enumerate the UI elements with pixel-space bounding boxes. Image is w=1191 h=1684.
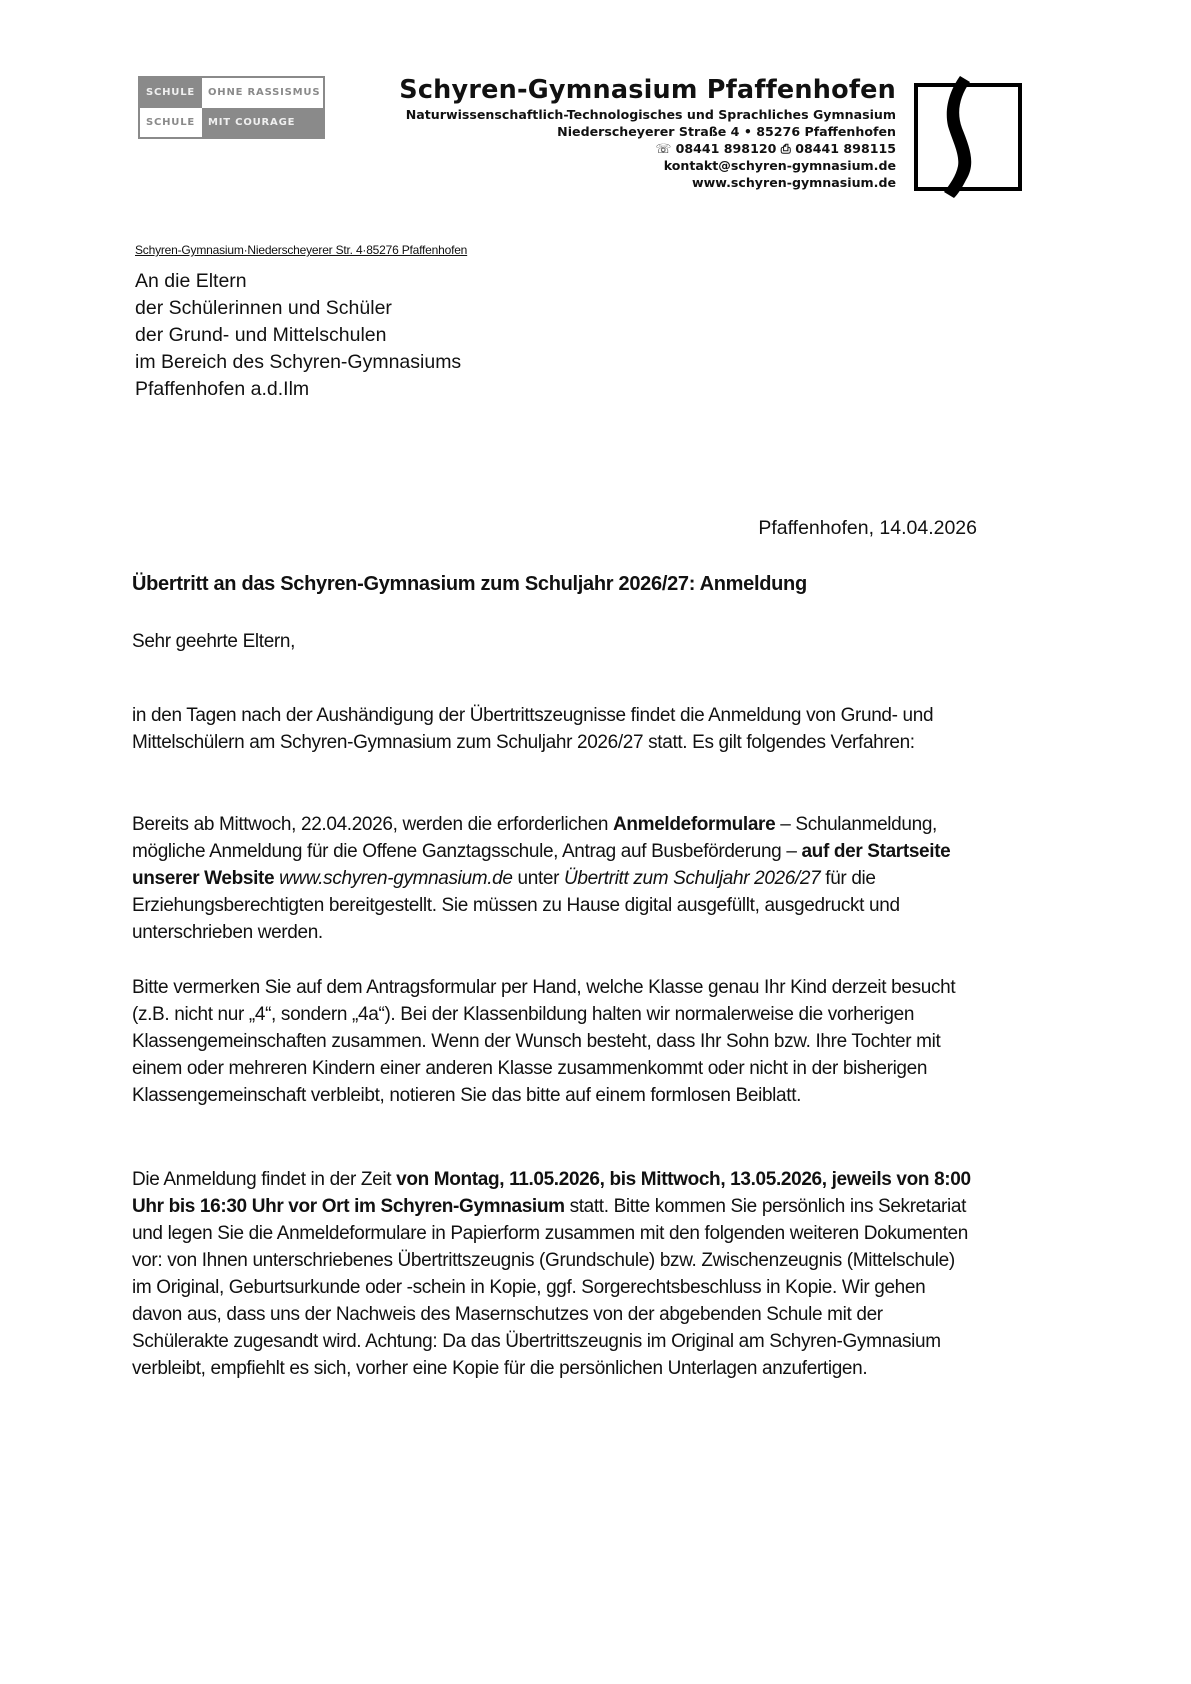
section-reference: Übertritt zum Schuljahr 2026/27 — [564, 868, 821, 889]
recipient-line: der Schülerinnen und Schüler — [135, 297, 392, 319]
recipient-line: An die Eltern — [135, 270, 247, 292]
fax-number: 08441 898115 — [795, 141, 896, 156]
letterhead — [399, 74, 896, 191]
text: Bereits ab Mittwoch, 22.04.2026, werden die erforderlichen — [132, 814, 614, 835]
logo-cell: SCHULE — [140, 78, 202, 108]
phone-icon: ☏ — [655, 141, 672, 156]
text: – Schulanmeldung, mögliche Anmeldung für die Offene Ganztagsschule, Antrag auf Busbeförderung – — [132, 814, 937, 862]
logo-cell: OHNE RASSISMUS — [202, 78, 323, 108]
text-bold: Anmeldeformulare — [613, 814, 776, 835]
salutation: Sehr geehrte Eltern, — [132, 631, 296, 652]
text-bold: auf der Startseite unserer Website — [132, 841, 951, 889]
logo-cell: SCHULE — [140, 108, 202, 138]
paragraph-intro: in den Tagen nach der Aushändigung der Übertrittszeugnisse findet die Anmeldung von Grund- und Mittelschülern am Schyren-Gymnasium zum Schuljahr 2026/27 statt. Es gilt folgendes Verfahren: — [132, 705, 934, 753]
phone-number: 08441 898120 — [675, 141, 777, 156]
text: statt. Bitte kommen Sie persönlich ins Sekretariat und legen Sie die Anmeldeformulare in Papierform zusammen mit den folgenden weiteren Dokumenten vor: von Ihnen unterschriebenes Übertrittszeugnis (Grundschule) bzw. Zwischenzeugnis (Mittelschule) im Original, Geburtsurkunde oder -schein in Kopie, ggf. Sorgerechtsbeschluss in Kopie. Wir gehen davon aus, dass uns der Nachweis des Masernschutzes von der abgebenden Schule mit der Schülerakte zugesandt wird. Achtung: Da das Übertrittszeugnis im Original am Schyren-Gymnasium verbleibt, empfiehlt es sich, vorher eine Kopie für die persönlichen Unterlagen anzufertigen. — [132, 1196, 968, 1379]
date-line: Pfaffenhofen, 14.04.2026 — [758, 517, 977, 539]
recipient-line: Pfaffenhofen a.d.Ilm — [135, 378, 310, 400]
text-bold: von Montag, 11.05.2026, bis Mittwoch, 13.05.2026, jeweils von 8:00 Uhr bis 16:30 Uhr vor Ort im Schyren-Gymnasium — [132, 1169, 971, 1217]
contact-email: kontakt@schyren-gymnasium.de — [663, 158, 896, 173]
return-address: Schyren-Gymnasium·Niederscheyerer Str. 4·85276 Pfaffenhofen — [135, 243, 468, 257]
school-address: Niederscheyerer Straße 4 • 85276 Pfaffenhofen — [557, 124, 896, 139]
subject-line: Übertritt an das Schyren-Gymnasium zum Schuljahr 2026/27: Anmeldung — [132, 573, 807, 595]
fax-icon: ⎙ — [780, 141, 791, 156]
contact-website: www.schyren-gymnasium.de — [691, 175, 896, 190]
school-subtitle: Naturwissenschaftlich-Technologisches und Sprachliches Gymnasium — [405, 107, 896, 122]
text: für die Erziehungsberechtigten bereitgestellt. Sie müssen zu Hause digital ausgefüllt, ausgedruckt und unterschrieben werden. — [132, 868, 900, 943]
website-reference: www.schyren-gymnasium.de — [279, 868, 513, 889]
schule-ohne-rassismus-logo — [138, 76, 325, 139]
contact-phone-fax — [399, 140, 896, 157]
school-s-logo-icon — [914, 76, 1024, 198]
recipient-line: im Bereich des Schyren-Gymnasiums — [135, 351, 462, 373]
paragraph-forms — [132, 811, 977, 946]
text: unter — [512, 868, 564, 889]
school-name: Schyren-Gymnasium Pfaffenhofen — [399, 75, 896, 105]
paragraph-class-info: Bitte vermerken Sie auf dem Antragsformular per Hand, welche Klasse genau Ihr Kind derzeit besucht (z.B. nicht nur „4“, sondern „4a“). Bei der Klassenbildung halten wir normalerweise die vorherigen Klassengemeinschaften zusammen. Wenn der Wunsch besteht, dass Ihr Sohn bzw. Ihre Tochter mit einem oder mehreren Kindern einer anderen Klasse zusammenkommt oder nicht in der bisherigen Klassengemeinschaft verbleibt, notieren Sie das bitte auf einem formlosen Beiblatt. — [132, 977, 956, 1106]
text: Die Anmeldung findet in der Zeit — [132, 1169, 397, 1190]
paragraph-registration — [132, 1166, 977, 1382]
logo-cell: MIT COURAGE — [202, 108, 323, 138]
recipient-line: der Grund- und Mittelschulen — [135, 324, 387, 346]
recipient-address — [135, 268, 461, 403]
